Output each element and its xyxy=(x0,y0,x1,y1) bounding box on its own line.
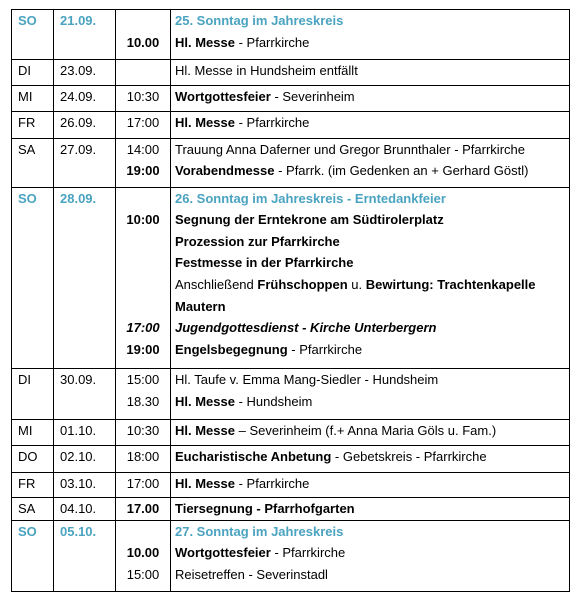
event-time xyxy=(116,231,170,253)
event-cell xyxy=(171,520,570,591)
event-line xyxy=(175,60,569,82)
event-time: 10:30 xyxy=(126,89,160,105)
sunday-heading: 26. Sonntag im Jahreskreis - Erntedankfeier xyxy=(175,190,446,206)
event-line xyxy=(175,252,569,274)
event-cell xyxy=(171,187,570,369)
date-label: 04.10. xyxy=(60,500,97,516)
event-text: Engelsbegegnung xyxy=(175,341,288,357)
event-text: Vorabendmesse xyxy=(175,163,275,179)
event-line xyxy=(175,209,569,231)
weekday-label: SA xyxy=(18,141,36,157)
event-line xyxy=(175,10,569,32)
date-label: 26.09. xyxy=(60,115,97,131)
event-time: 10:30 xyxy=(126,422,160,438)
event-time xyxy=(116,188,170,210)
weekday-label: DI xyxy=(18,372,31,388)
date-label: 21.09. xyxy=(60,13,97,28)
time-cell xyxy=(116,497,171,520)
date-cell xyxy=(54,446,116,472)
time-cell xyxy=(116,10,171,60)
event-text: Eucharistische Anbetung xyxy=(175,449,332,465)
event-time: 17.00 xyxy=(126,500,160,516)
event-text: Hl. Taufe v. Emma Mang-Siedler - Hundsheim xyxy=(175,372,439,388)
event-cell xyxy=(171,446,570,472)
day-cell xyxy=(12,187,54,369)
event-text: - Gebetskreis - Pfarrkirche xyxy=(331,449,487,465)
event-line xyxy=(175,86,569,108)
event-line xyxy=(175,446,569,468)
event-line xyxy=(175,139,569,161)
event-text: Hl. Messe in Hundsheim entfällt xyxy=(175,62,358,78)
time-cell xyxy=(116,419,171,445)
weekday-label: MI xyxy=(18,422,33,438)
date-label: 30.09. xyxy=(60,372,97,388)
event-cell xyxy=(171,369,570,420)
schedule-body xyxy=(12,10,570,592)
event-text: Hl. Messe xyxy=(175,115,235,131)
date-label: 28.09. xyxy=(60,190,97,206)
event-time xyxy=(116,60,170,82)
weekday-label: DO xyxy=(18,449,38,465)
event-line xyxy=(175,391,569,413)
event-text: Hl. Messe xyxy=(175,34,235,50)
event-text: - Pfarrkirche xyxy=(234,115,310,131)
weekday-label: MI xyxy=(18,89,33,105)
event-text: - Severinheim xyxy=(270,89,355,105)
day-cell xyxy=(12,446,54,472)
schedule-row xyxy=(12,10,570,60)
event-text: u. xyxy=(347,276,366,292)
event-text: Wortgottesfeier xyxy=(175,545,271,561)
event-line xyxy=(175,231,569,253)
date-label: 01.10. xyxy=(60,422,97,438)
event-time: 19:00 xyxy=(126,163,160,179)
day-cell xyxy=(12,369,54,420)
event-line xyxy=(175,317,569,339)
event-line xyxy=(175,498,569,520)
weekday-label: SO xyxy=(18,523,37,539)
event-text: - Pfarrk. (im Gedenken an + Gerhard Göstl) xyxy=(274,163,529,179)
sunday-heading: 27. Sonntag im Jahreskreis xyxy=(175,523,344,539)
date-cell xyxy=(54,86,116,112)
day-cell xyxy=(12,59,54,85)
day-cell xyxy=(12,86,54,112)
schedule-row xyxy=(12,472,570,497)
date-label: 27.09. xyxy=(60,141,97,157)
event-cell xyxy=(171,86,570,112)
date-cell xyxy=(54,497,116,520)
time-cell xyxy=(116,369,171,420)
event-time: 10.00 xyxy=(126,545,160,561)
day-cell xyxy=(12,138,54,187)
schedule-row xyxy=(12,112,570,138)
event-text: Hl. Messe xyxy=(175,475,235,491)
event-line xyxy=(175,564,569,586)
event-text: Bewirtung: Trachtenkapelle xyxy=(365,276,536,292)
event-text: - Pfarrkirche xyxy=(270,545,346,561)
event-time: 15:00 xyxy=(126,567,160,583)
schedule-row xyxy=(12,497,570,520)
time-cell xyxy=(116,472,171,497)
event-text: Trauung Anna Daferner und Gregor Brunnthaler - Pfarrkirche xyxy=(175,141,525,157)
event-line xyxy=(175,274,569,296)
day-cell xyxy=(12,112,54,138)
time-cell xyxy=(116,138,171,187)
event-text: - Pfarrkirche xyxy=(234,34,310,50)
event-time: 17:00 xyxy=(126,115,160,131)
event-text: - Hundsheim xyxy=(234,393,313,409)
event-cell xyxy=(171,497,570,520)
event-text: Frühschoppen xyxy=(257,276,348,292)
weekday-label: DI xyxy=(18,62,31,78)
time-cell xyxy=(116,187,171,369)
event-time: 18.30 xyxy=(126,393,160,409)
schedule-row xyxy=(12,187,570,369)
sunday-heading: 25. Sonntag im Jahreskreis xyxy=(175,13,344,28)
event-line xyxy=(175,112,569,134)
date-cell xyxy=(54,419,116,445)
event-time: 14:00 xyxy=(126,141,160,157)
event-cell xyxy=(171,59,570,85)
event-text: Anschließend xyxy=(175,276,258,292)
event-text: - Pfarrkirche xyxy=(234,475,310,491)
event-line xyxy=(175,473,569,495)
time-cell xyxy=(116,520,171,591)
event-time: 10.00 xyxy=(126,34,160,50)
event-cell xyxy=(171,472,570,497)
date-cell xyxy=(54,187,116,369)
weekday-label: SA xyxy=(18,500,36,516)
date-label: 05.10. xyxy=(60,523,97,539)
weekday-label: SO xyxy=(18,190,37,206)
event-time: 10:00 xyxy=(126,212,160,228)
event-line xyxy=(175,296,569,318)
event-text: Jugendgottesdienst - Kirche Unterbergern xyxy=(175,320,437,336)
date-cell xyxy=(54,138,116,187)
event-text: - Pfarrkirche xyxy=(287,341,363,357)
schedule-row xyxy=(12,369,570,420)
event-line xyxy=(175,32,569,54)
time-cell xyxy=(116,86,171,112)
schedule-row xyxy=(12,59,570,85)
time-cell xyxy=(116,112,171,138)
day-cell xyxy=(12,520,54,591)
event-time xyxy=(116,296,170,318)
event-line xyxy=(175,369,569,391)
event-text: – Severinheim (f.+ Anna Maria Göls u. Fam.) xyxy=(234,422,497,438)
event-text: Hl. Messe xyxy=(175,422,235,438)
event-line xyxy=(175,420,569,442)
day-cell xyxy=(12,472,54,497)
day-cell xyxy=(12,10,54,60)
event-line xyxy=(175,542,569,564)
date-label: 02.10. xyxy=(60,449,97,465)
event-time: 18:00 xyxy=(126,449,160,465)
day-cell xyxy=(12,497,54,520)
date-cell xyxy=(54,472,116,497)
event-text: Prozession zur Pfarrkirche xyxy=(175,233,340,249)
event-text: Segnung der Erntekrone am Südtirolerplatz xyxy=(175,212,444,228)
event-cell xyxy=(171,112,570,138)
event-line xyxy=(175,188,569,210)
date-cell xyxy=(54,59,116,85)
time-cell xyxy=(116,446,171,472)
event-time: 15:00 xyxy=(126,372,160,388)
time-cell xyxy=(116,59,171,85)
event-line xyxy=(175,339,569,361)
schedule-row xyxy=(12,446,570,472)
schedule-row xyxy=(12,520,570,591)
event-text: Hl. Messe xyxy=(175,393,235,409)
date-cell xyxy=(54,112,116,138)
event-time xyxy=(116,274,170,296)
event-line xyxy=(175,160,569,182)
event-text: Mautern xyxy=(175,298,226,314)
weekday-label: FR xyxy=(18,115,36,131)
weekday-label: FR xyxy=(18,475,36,491)
date-label: 23.09. xyxy=(60,62,97,78)
event-time: 17:00 xyxy=(126,320,160,336)
date-cell xyxy=(54,520,116,591)
event-cell xyxy=(171,419,570,445)
schedule-row xyxy=(12,419,570,445)
day-cell xyxy=(12,419,54,445)
date-label: 03.10. xyxy=(60,475,97,491)
event-text: Tiersegnung - Pfarrhofgarten xyxy=(175,500,355,516)
event-cell xyxy=(171,138,570,187)
event-line xyxy=(175,521,569,543)
date-cell xyxy=(54,369,116,420)
event-text: Reisetreffen - Severinstadl xyxy=(175,567,328,583)
schedule-row xyxy=(12,86,570,112)
event-time xyxy=(116,252,170,274)
date-label: 24.09. xyxy=(60,89,97,105)
event-time: 17:00 xyxy=(126,475,160,491)
event-time xyxy=(116,10,170,32)
date-cell xyxy=(54,10,116,60)
event-time: 19:00 xyxy=(126,341,160,357)
weekday-label: SO xyxy=(18,13,37,28)
event-time xyxy=(116,521,170,543)
event-text: Festmesse in der Pfarrkirche xyxy=(175,255,354,271)
event-cell xyxy=(171,10,570,60)
parish-schedule-table xyxy=(11,9,570,592)
event-text: Wortgottesfeier xyxy=(175,89,271,105)
schedule-row xyxy=(12,138,570,187)
